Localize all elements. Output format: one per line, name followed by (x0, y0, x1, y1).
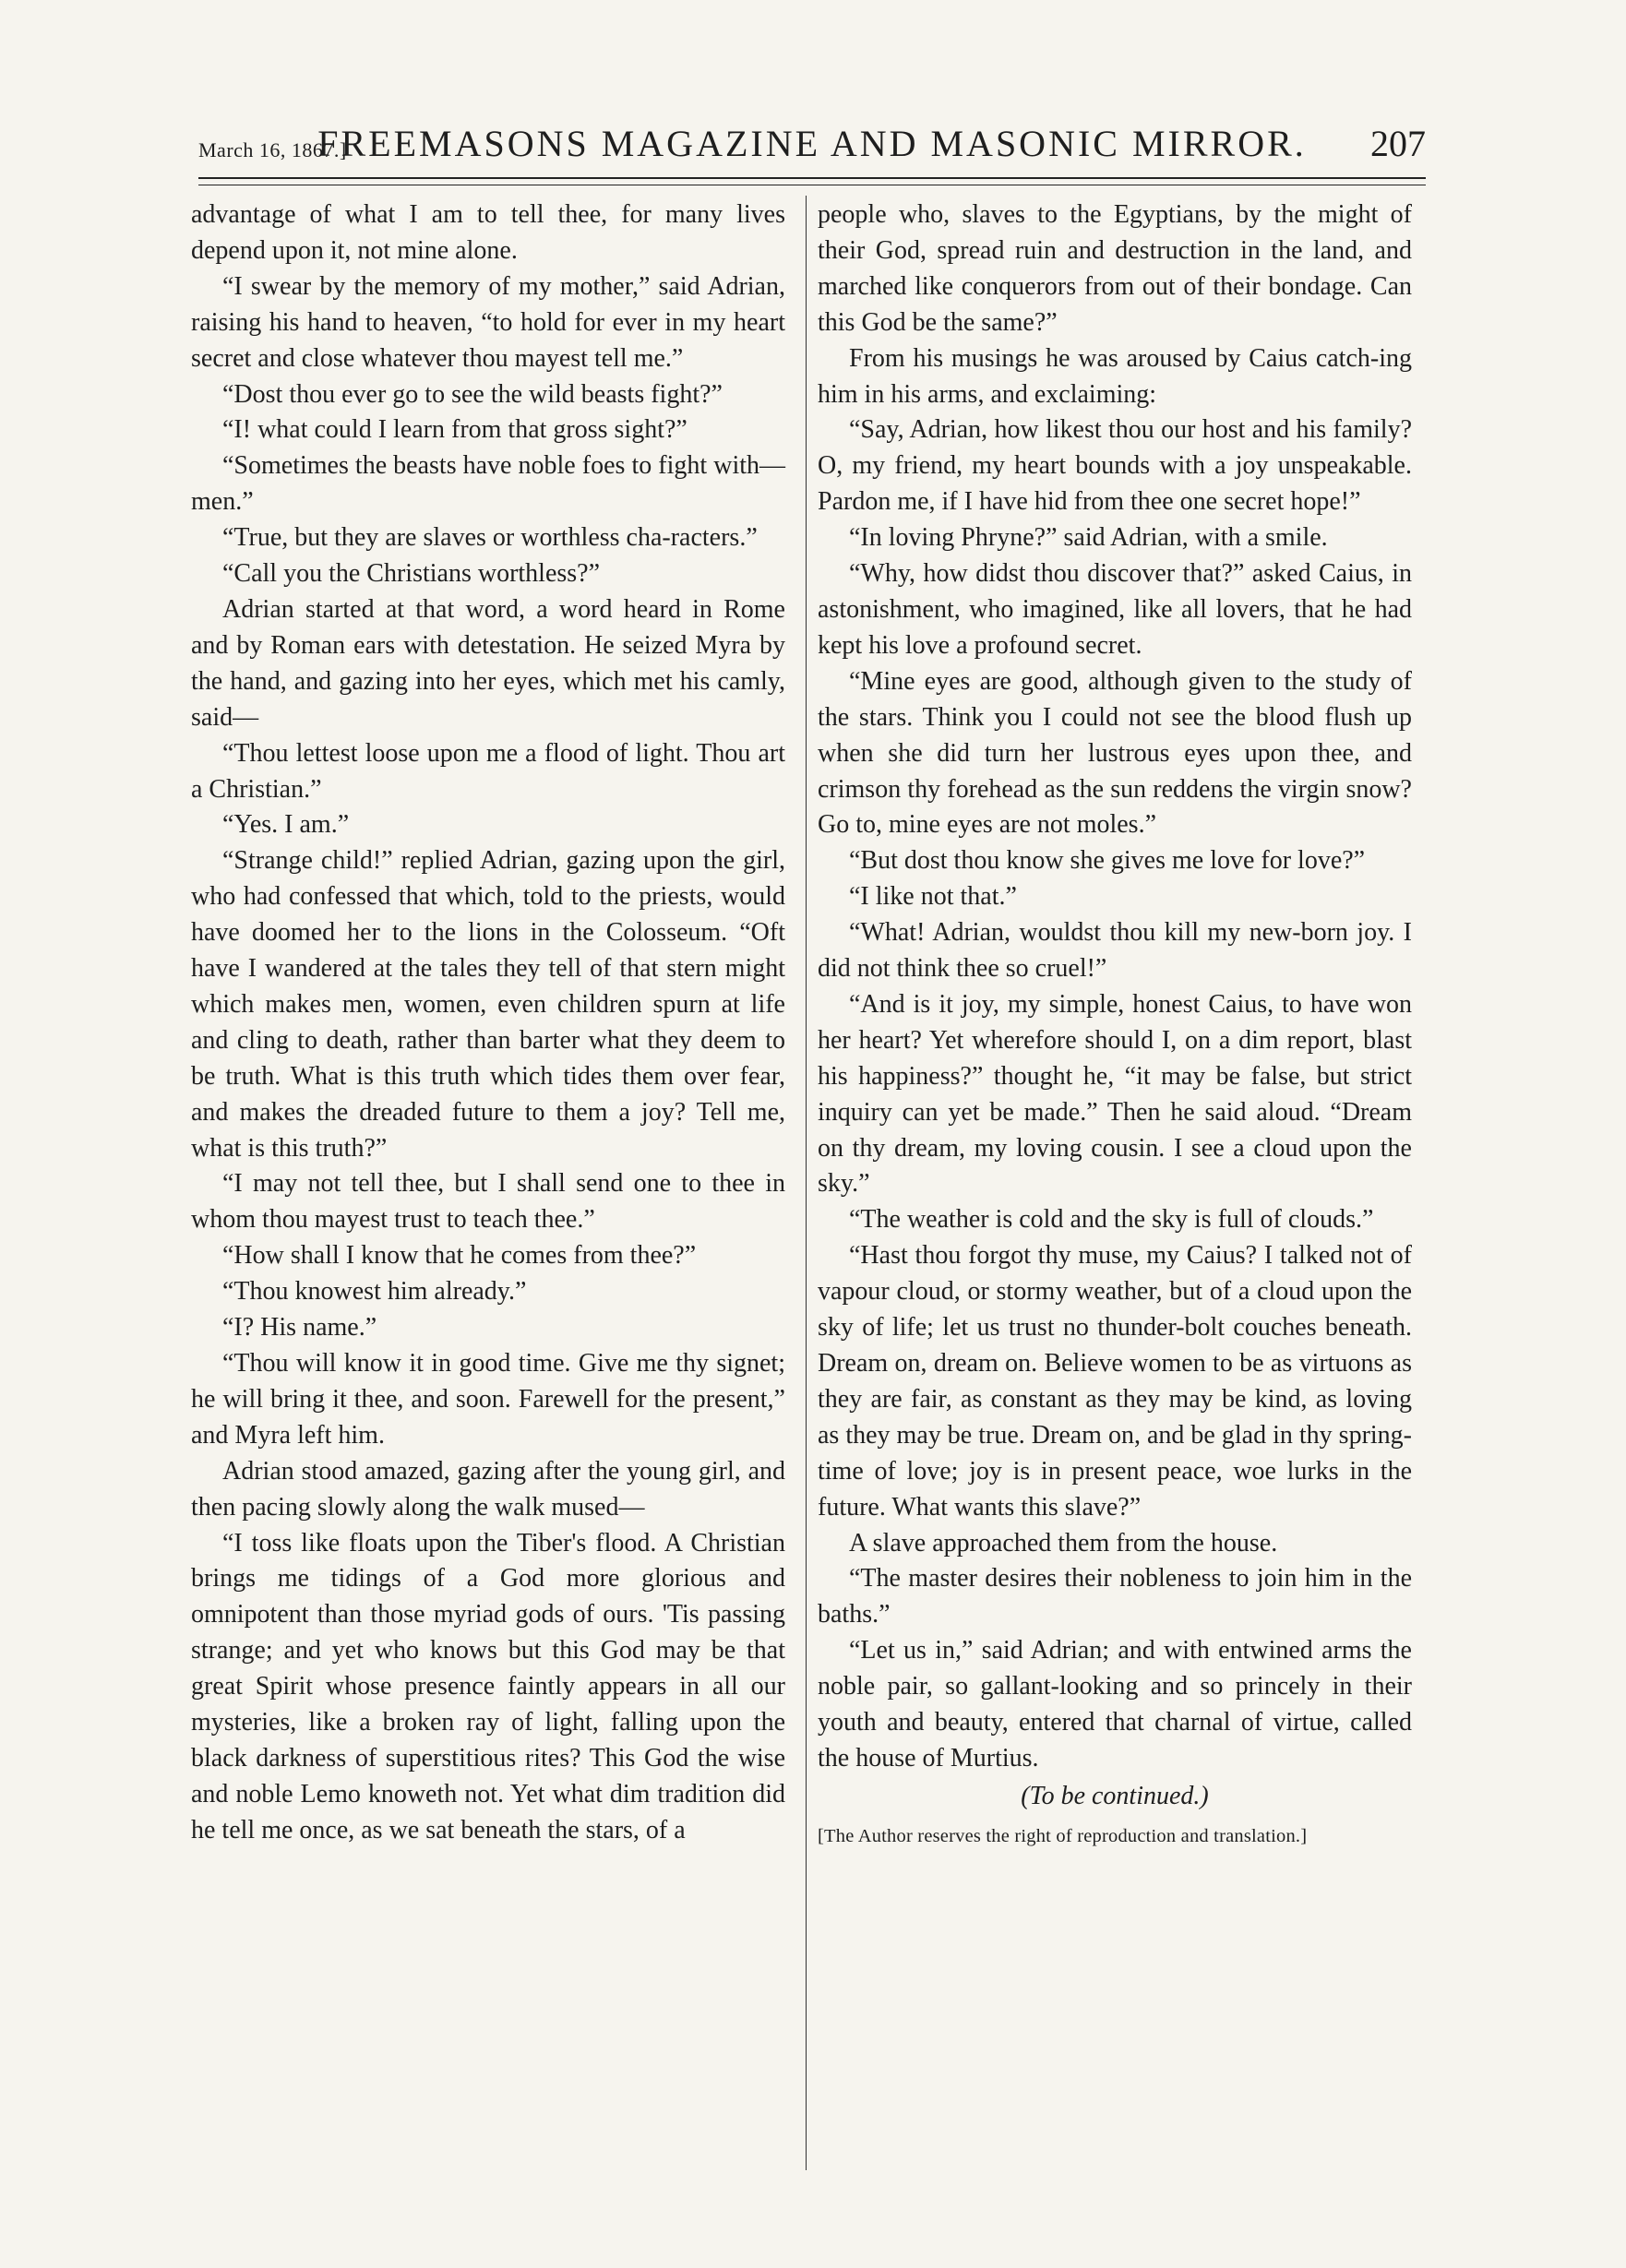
column-divider (806, 196, 807, 2170)
paragraph: “Call you the Christians worthless?” (222, 559, 601, 589)
paragraph: Adrian started at that word, a word heard in Rome and by Roman ears with detestation. He seized Myra by the hand, and gazing into her eyes, which met his camly, said— (191, 594, 785, 732)
paragraph: “Dost thou ever go to see the wild beasts fight?” (222, 379, 723, 409)
paragraph: “Why, how didst thou discover that?” asked Caius, in astonishment, who imagined, like all lovers, that he had kept his love a profound secret. (818, 559, 1412, 660)
paragraph: “Yes. I am.” (222, 810, 350, 840)
paragraph: “What! Adrian, wouldst thou kill my new-born joy. I did not think thee so cruel!” (818, 918, 1412, 984)
paragraph: “I toss like floats upon the Tiber's flood. A Christian brings me tidings of a God more glorious and omnipotent than those myriad gods of ours. 'Tis passing strange; and yet who knows but this God may be that great Spirit whose presence faintly appears in all our mysteries, like a broken ray of light, falling upon the black darkness of superstitious rites? This God the wise and noble Lemo knoweth not. Yet what dim tradition did he tell me once, as we sat beneath the stars, of a (191, 1528, 785, 1844)
page-number: 207 (1370, 123, 1426, 164)
paragraph: “Mine eyes are good, although given to the study of the stars. Think you I could not see the blood flush up when she did turn her lustrous eyes upon thee, and crimson thy forehead as the sun reddens the virgin snow? Go to, mine eyes are not moles.” (818, 666, 1412, 840)
paragraph: “True, but they are slaves or worthless cha-racters.” (222, 523, 758, 553)
magazine-title: FREEMASONS MAGAZINE AND MASONIC MIRROR. (317, 123, 1307, 164)
paragraph: “And is it joy, my simple, honest Caius, to have won her heart? Yet wherefore should I, on a dim report, blast his happiness?” thought he, “it may be false, but strict inquiry can yet be made.” Then he said aloud. “Dream on thy dream, my loving cousin. I see a cloud upon the sky.” (818, 989, 1412, 1199)
paragraph: “The master desires their nobleness to join him in the baths.” (818, 1564, 1412, 1629)
paragraph: A slave approached them from the house. (849, 1528, 1278, 1558)
paragraph: “The weather is cold and the sky is full of clouds.” (849, 1205, 1374, 1235)
paragraph: Adrian stood amazed, gazing after the young girl, and then pacing slowly along the walk mused— (191, 1456, 785, 1522)
issue-date: March 16, 1867.] (198, 138, 347, 161)
page-header (198, 118, 1426, 164)
paragraph: “I like not that.” (849, 882, 1017, 912)
paragraph: “I? His name.” (222, 1313, 377, 1343)
paragraph: “Thou will know it in good time. Give me thy signet; he will bring it thee, and soon. Farewell for the present,” and Myra left him. (191, 1349, 785, 1450)
paragraph: “But dost thou know she gives me love for love?” (849, 846, 1366, 876)
paragraph: “I! what could I learn from that gross sight?” (222, 415, 687, 445)
right-column (818, 197, 1412, 1855)
paragraph: “I swear by the memory of my mother,” said Adrian, raising his hand to heaven, “to hold for ever in my heart secret and close whatever thou mayest tell me.” (191, 271, 785, 373)
paragraph: “Say, Adrian, how likest thou our host and his family? O, my friend, my heart bounds with a joy unspeakable. Pardon me, if I have hid from thee one secret hope!” (818, 415, 1412, 517)
left-column (191, 197, 785, 1849)
paragraph: “Sometimes the beasts have noble foes to fight with—men.” (191, 451, 785, 517)
paragraph: “Strange child!” replied Adrian, gazing upon the girl, who had confessed that which, told to the priests, would have doomed her to the lions in the Colosseum. “Oft have I wandered at the tales they tell of that stern might which makes men, women, even children spurn at life and cling to death, rather than barter what they deem to be truth. What is this truth which tides them over fear, and makes the dreaded future to them a joy? Tell me, what is this truth?” (191, 846, 785, 1163)
paragraph: people who, slaves to the Egyptians, by the might of their God, spread ruin and destruction in the land, and marched like conquerors from out of their bondage. Can this God be the same?” (818, 200, 1412, 337)
paragraph: From his musings he was aroused by Caius catch-ing him in his arms, and exclaiming: (818, 343, 1412, 409)
header-rule-thick (198, 177, 1426, 179)
paragraph: advantage of what I am to tell thee, for many lives depend upon it, not mine alone. (191, 200, 785, 265)
to-be-continued: (To be continued.) (1021, 1781, 1209, 1810)
paragraph: “Thou lettest loose upon me a flood of light. Thou art a Christian.” (191, 738, 785, 804)
author-rights-note: [The Author reserves the right of reproduction and translation.] (818, 1825, 1308, 1846)
paragraph: “In loving Phryne?” said Adrian, with a smile. (849, 523, 1328, 553)
paragraph: “Let us in,” said Adrian; and with entwined arms the noble pair, so gallant-looking and so princely in their youth and beauty, entered that charnal of virtue, called the house of Murtius. (818, 1636, 1412, 1773)
paragraph: “How shall I know that he comes from thee?” (222, 1241, 697, 1271)
paragraph: “Hast thou forgot thy muse, my Caius? I talked not of vapour cloud, or stormy weather, but of a cloud upon the sky of life; let us trust no thunder-bolt couches beneath. Dream on, dream on. Believe women to be as virtuons as they are fair, as constant as they may be kind, as loving as they may be true. Dream on, and be glad in thy spring-time of love; joy is in present peace, woe lurks in the future. What wants this slave?” (818, 1241, 1412, 1522)
paragraph: “Thou knowest him already.” (222, 1277, 527, 1307)
paragraph: “I may not tell thee, but I shall send one to thee in whom thou mayest trust to teach thee.” (191, 1169, 785, 1235)
